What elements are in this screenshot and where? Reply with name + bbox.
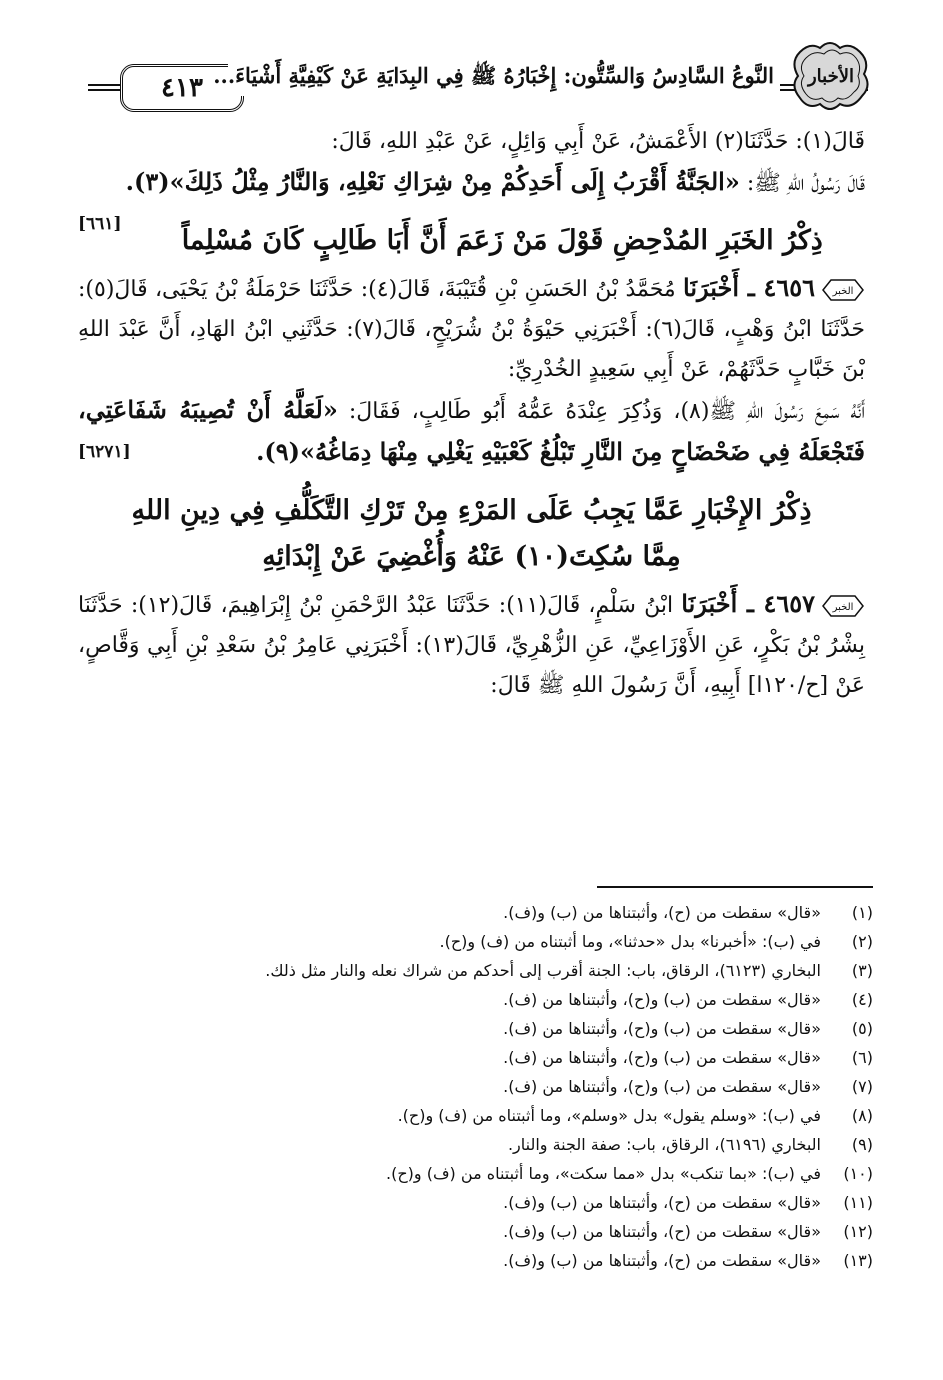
footnote-number: (٦) [851,1048,873,1067]
hadith-marker-icon [821,593,865,619]
footnote-text: «قال» سقطت من (ب) و(ح)، وأثبتناها من (ف). [503,1048,821,1067]
hadith-number: ٤٦٥٧ ـ أَخْبَرَنَا [681,589,815,618]
footnote-item [70,927,873,956]
footnote-text: «قال» سقطت من (ب) و(ح)، وأثبتناها من (ف). [503,1077,821,1096]
hadith-4657-isnad [78,584,865,706]
isnad-text: مُحَمَّدُ بْنُ الحَسَنِ بْنِ قُتَيْبَةَ، قَالَ(٤): حَدَّثَنَا حَرْمَلَةُ بْنُ يَحْيَى، قَالَ(٥): حَدَّثَنَا ابْنُ وَهْبٍ، قَالَ(٦): أَخْبَرَنِي حَيْوَةُ بْنُ شُرَيْحٍ، قَالَ(٧): حَدَّثَنِي ابْنُ الهَادِ، أَنَّ عَبْدَ اللهِ بْنَ خَبَّابٍ حَدَّثَهُمْ، عَنْ أَبِي سَعِيدٍ الخُدْرِيِّ: [78,277,866,382]
footnote-item [70,1072,873,1101]
footnote-item [70,956,873,985]
page-number: ٤١٣ [120,64,244,112]
footnote-text: في (ب): «بما تنكب» بدل «مما سكت»، وما أثبتناه من (ف) و(ح). [386,1164,821,1183]
running-title: النَّوعُ السَّادِسُ وَالسِّتُّون: إِخْبَارُهُ ﷺ فِي البِدَايَةِ عَنْ كَيْفِيَّةِ أَشْيَاءَ... [228,56,780,96]
footnote-text: البخاري (٦١٢٣)، الرقاق، باب: الجنة أقرب إلى أحدكم من شراك نعله والنار مثل ذلك. [265,961,821,980]
footnote-number: (١) [851,903,873,922]
footnote-item [70,985,873,1014]
matn-intro: أَنَّهُ سَمِعَ رَسُولَ اللهِ ﷺ(٨)، وَذُكِرَ عِنْدَهُ عَمُّهُ أَبُو طَالِبٍ، فَقَالَ: [337,399,865,424]
footnote-number: (٨) [851,1106,873,1125]
hadith-marker-icon [821,277,865,303]
section-title-line: مِمَّا سُكِتَ(١٠) عَنْهُ وَأُغْضِيَ عَنْ إِبْدَائِهِ [262,541,681,572]
hadith-4656-matn [78,390,865,474]
hadith-marker-label: الخبر [832,286,854,297]
footnote-item [70,1217,873,1246]
footnote-number: (٤) [851,990,873,1009]
reference-number: [٦٢٧١] [78,442,131,462]
reference-number: [٦٦١] [78,214,122,234]
footnote-number: (١٠) [843,1164,873,1183]
section-title: ذِكْرُ الخَبَرِ المُدْحِضِ قَوْلَ مَنْ زَعَمَ أَنَّ أَبَا طَالِبٍ كَانَ مُسْلِماً [181,225,823,256]
footnote-text: «قال» سقطت من (ح)، وأثبتناها من (ب) و(ف). [503,1251,821,1270]
footnote-separator [597,886,873,888]
section-badge [790,38,872,114]
footnote-item [70,898,873,927]
page-header [88,38,868,120]
footnote-text: البخاري (٦١٩٦)، الرقاق، باب: صفة الجنة والنار. [507,1135,821,1154]
footnote-number: (١٢) [843,1222,873,1241]
footnote-item [70,1188,873,1217]
footnote-item [70,1101,873,1130]
footnote-text: «قال» سقطت من (ح)، وأثبتناها من (ب) و(ف). [503,1193,821,1212]
section-title [78,488,865,580]
hadith-quote: «الجَنَّةُ أَقْرَبُ إِلَى أَحَدِكُمْ مِنْ شِرَاكِ نَعْلِهِ، وَالنَّارُ مِثْلُ ذَلِكَ»(٣). [125,167,740,196]
footnote-number: (٥) [851,1019,873,1038]
footnote-number: (٧) [851,1077,873,1096]
footnote-number: (١٣) [843,1251,873,1270]
matn-quote: «لَعَلَّهُ أَنْ تُصِيبَهُ شَفَاعَتِي، فَتَجْعَلَهُ فِي ضَحْضَاحٍ مِنَ النَّارِ تَبْلُغُ كَعْبَيْهِ يَغْلِي مِنْهَا دِمَاغُهُ»(٩). [78,395,865,466]
footnote-text: في (ب): «وسلم يقول» بدل «وسلم»، وما أثبتناه من (ف) و(ح). [397,1106,821,1125]
footnote-number: (١١) [843,1193,873,1212]
footnotes [70,898,873,1275]
hadith-4656-isnad [78,268,865,390]
footnote-item [70,1246,873,1275]
hadith-number: ٤٦٥٦ ـ أَخْبَرَنَا [683,273,815,302]
paragraph-isnad-1: قَالَ(١): حَدَّثَنَا(٢) الأَعْمَشُ، عَنْ أَبِي وَائِلٍ، عَنْ عَبْدِ اللهِ، قَالَ: [331,129,865,154]
section-title-line: ذِكْرُ الإِخْبَارِ عَمَّا يَجِبُ عَلَى المَرْءِ مِنْ تَرْكِ التَّكَلُّفِ فِي دِينِ اللهِ [131,495,812,526]
page-body [78,122,865,706]
footnote-text: «قال» سقطت من (ب) و(ح)، وأثبتناها من (ف). [503,990,821,1009]
footnote-item [70,1159,873,1188]
footnote-number: (٢) [851,932,873,951]
footnote-number: (٩) [851,1135,873,1154]
footnote-number: (٣) [851,961,873,980]
paragraph-hadith-661 [78,162,865,234]
hadith-intro: قَالَ رَسُولُ اللهِ ﷺ: [739,171,865,196]
footnote-item [70,1014,873,1043]
footnote-item [70,1043,873,1072]
hadith-marker-label: الخبر [832,602,854,613]
footnote-text: في (ب): «أخبرنا» بدل «حدثنا»، وما أثبتناه من (ف) و(ح). [439,932,821,951]
footnote-text: «قال» سقطت من (ح)، وأثبتناها من (ب) و(ف). [503,903,821,922]
footnote-text: «قال» سقطت من (ح)، وأثبتناها من (ب) و(ف). [503,1222,821,1241]
footnote-text: «قال» سقطت من (ب) و(ح)، وأثبتناها من (ف). [503,1019,821,1038]
section-badge-label: الأخبار [807,65,854,87]
isnad-text: ابْنُ سَلْمٍ، قَالَ(١١): حَدَّثَنَا عَبْدُ الرَّحْمَنِ بْنُ إِبْرَاهِيمَ، قَالَ(١٢): حَدَّثَنَا بِشْرُ بْنُ بَكْرٍ، عَنِ الأَوْزَاعِيِّ، عَنِ الزُّهْرِيِّ، قَالَ(١٣): أَخْبَرَنِي عَامِرُ بْنُ سَعْدِ بْنِ أَبِي وَقَّاصٍ، عَنْ [ح/١٢٠ا] أَبِيهِ، أَنَّ رَسُولَ اللهِ ﷺ قَالَ: [78,593,865,698]
footnote-item [70,1130,873,1159]
